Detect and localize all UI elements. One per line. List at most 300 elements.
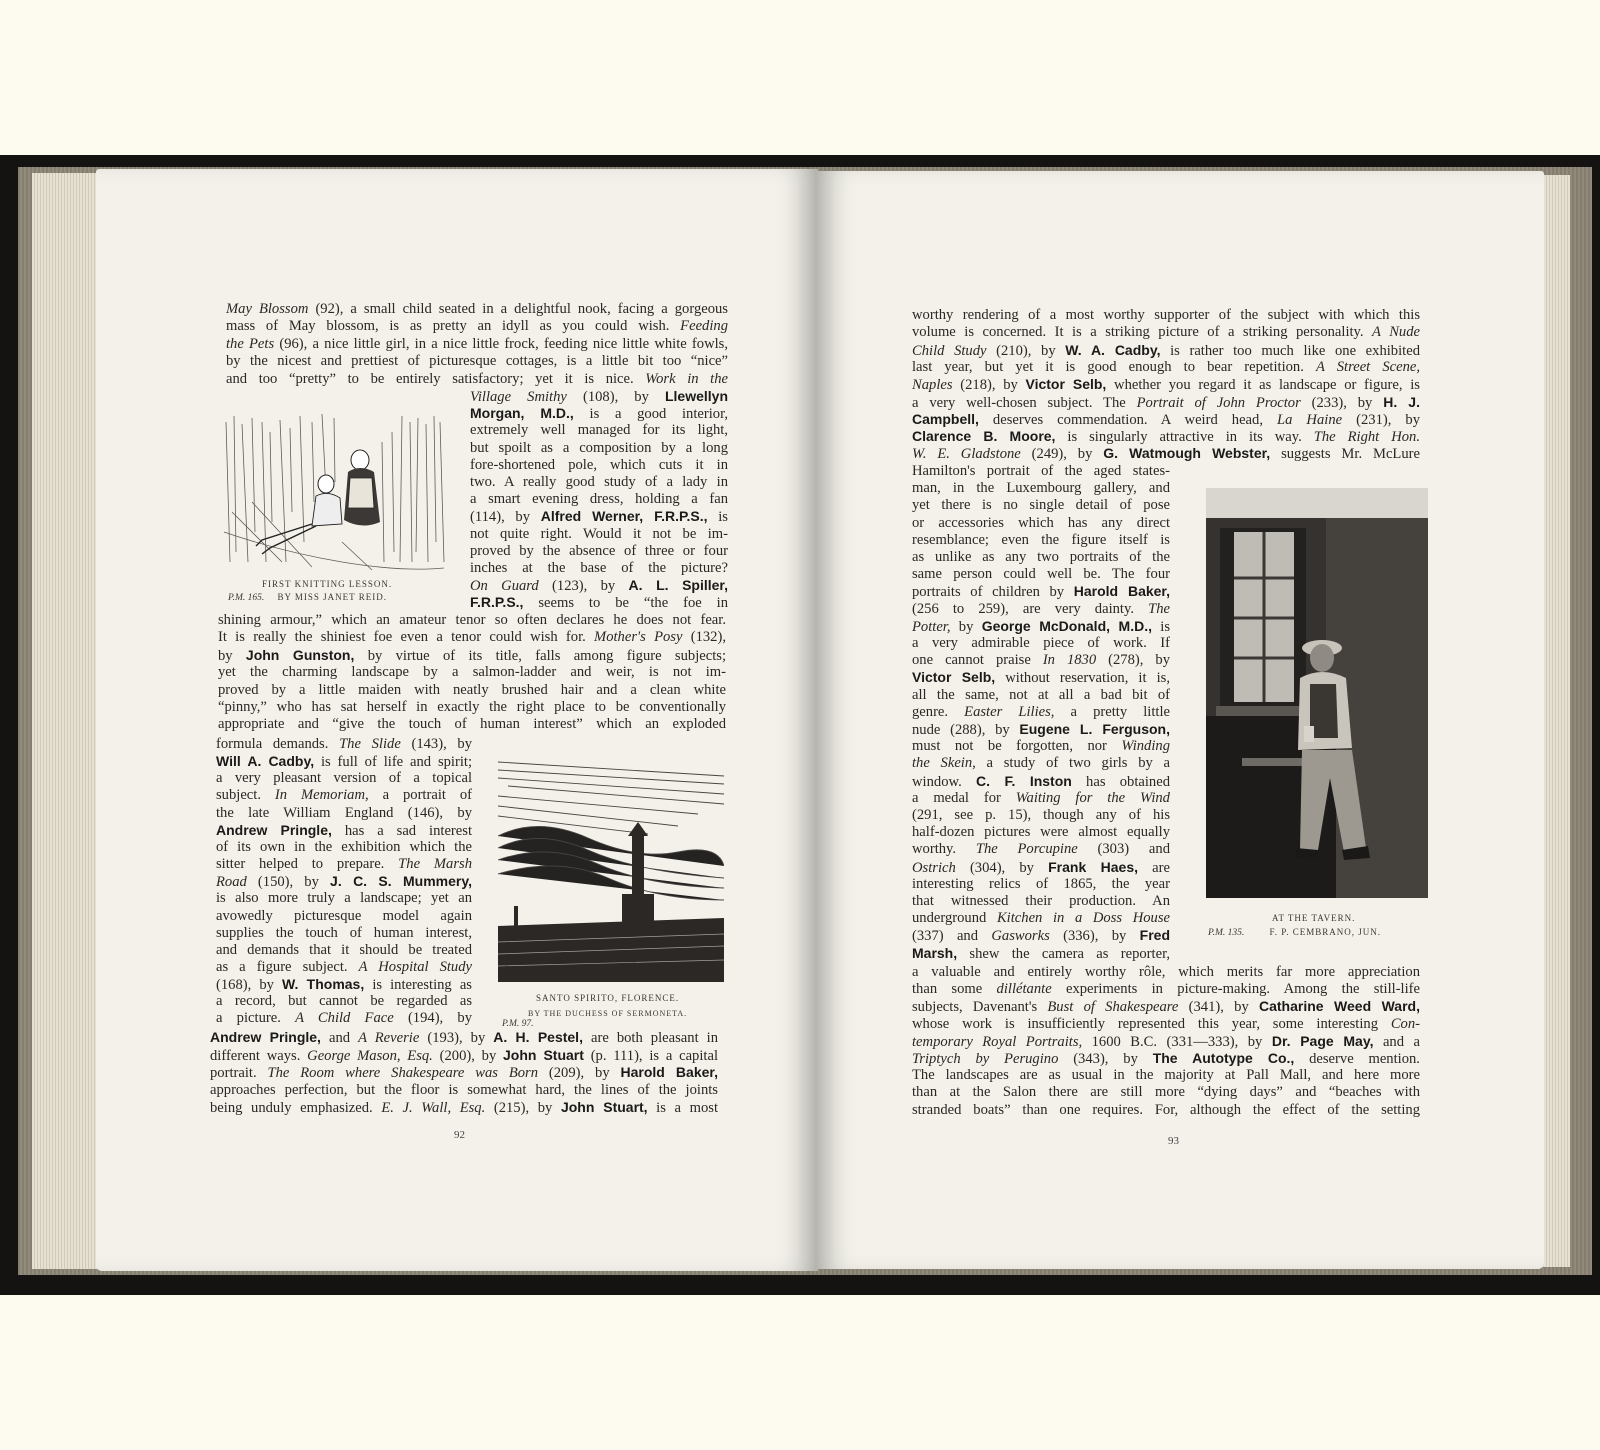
text-line [226,353,728,370]
text-run: one cannot praise [912,652,1043,669]
text-line [912,841,1170,858]
page-number-92: 92 [454,1129,465,1141]
italic-title: Portrait of John Proctor [1136,394,1301,411]
text-run: window. [912,773,976,790]
text-line [226,318,728,335]
text-run: (218), by [952,377,1026,394]
text-run: appropriate and “give the touch of human interest” which an exploded [218,716,726,733]
text-line [912,945,1170,962]
figure2-title: SANTO SPIRITO, FLORENCE. [536,993,680,1003]
page-number-93: 93 [1168,1135,1179,1147]
text-run: is a most [647,1100,718,1117]
page-92 [96,169,818,1271]
exhibitor-name: C. F. Inston [975,772,1072,789]
italic-title: Potter, [912,618,951,635]
text-run: and demands that it should be treated [216,941,472,958]
text-run: a valuable and entirely worthy rôle, which merits far more appreciation [912,964,1420,980]
exhibitor-name: Harold Baker, [620,1064,718,1081]
text-run: inches at the base of the picture? [470,560,728,576]
text-line [912,618,1170,635]
figure2-pm-number: P.M. 97. [502,1019,534,1029]
text-run: extremely well managed for its light, [470,422,728,439]
text-run: is singularly attractive in its way. [1055,429,1314,446]
figure-santo-spirito [498,756,724,982]
figure1-credit: BY MISS JANET REID. [277,592,388,602]
italic-title: E. J. Wall, Esq. [381,1100,486,1117]
text-run: shew the camera as reporter, [957,945,1170,962]
text-run: (210), by [986,342,1066,359]
italic-title: Work in the [645,370,729,387]
text-run: (150), by [246,874,331,891]
text-line [216,976,472,993]
text-line [912,824,1170,841]
text-line [912,532,1170,549]
text-line [218,716,726,733]
text-run: (233), by [1300,394,1384,411]
text-line [216,787,472,804]
text-run: approaches perfection, but the floor is somewhat hard, the lines of the joints [210,1081,718,1098]
exhibitor-name: Alfred Werner, F.R.P.S., [540,508,708,525]
text-run: supplies the touch of human interest, [216,924,472,941]
text-line [912,721,1170,738]
italic-title: In Memoriam, [274,787,369,804]
text-run: and a [1373,1033,1420,1050]
text-run: portraits of children by [912,584,1074,601]
text-run: not quite right. Would it not be im- [470,525,728,542]
text-run: The landscapes are as usual in the majority at Pall Mall, and here more [912,1067,1420,1084]
text-line [218,612,726,629]
figure3-caption [1208,927,1381,938]
text-line [912,445,1420,462]
italic-title: A Street Scene, [1315,358,1420,375]
text-run: genre. [912,703,965,720]
figure3-credit: F. P. CEMBRANO, JUN. [1269,927,1382,937]
text-run: a very admirable piece of work. If [912,635,1170,651]
at-the-tavern-photo [1206,488,1428,898]
exhibitor-name: John Stuart, [560,1099,648,1116]
text-line [912,790,1170,807]
text-line [216,822,472,839]
text-line [210,1099,718,1117]
text-run: (114), by [470,509,541,526]
exhibitor-name: Campbell, [912,410,979,427]
italic-title: the Skein, [912,755,976,772]
text-line [216,993,472,1010]
text-run: as a figure subject. [216,958,359,975]
text-line [470,440,728,457]
text-run: (143), by [400,736,472,752]
text-line [912,1016,1420,1033]
text-line [470,457,728,474]
text-run: experiments in picture-making. Among the still-life [1051,981,1420,998]
text-line [470,422,728,439]
text-line [912,1033,1420,1050]
text-line [470,594,728,611]
italic-title: Easter Lilies, [964,703,1055,720]
text-line [912,981,1420,998]
text-line [912,307,1420,324]
italic-title: Gasworks [991,928,1050,945]
text-run: (132), [682,629,726,646]
text-run: (92), a small child seated in a delightful nook, facing a gorgeous [308,301,728,317]
italic-title: Road [216,874,247,891]
text-run: worthy rendering of a most worthy supporter of the subject with which this [912,307,1420,323]
text-run: (193), by [419,1030,494,1046]
text-run: subjects, Davenant's [912,999,1048,1016]
text-line [216,873,472,890]
text-line [470,543,728,560]
text-run: is rather too much like one exhibited [1160,342,1420,359]
text-run: sitter helped to prepare. [216,856,399,873]
text-run: a very well-chosen subject. The [912,394,1137,411]
text-run: (200), by [432,1047,504,1064]
text-run: portrait. [210,1065,268,1082]
text-run: the late William England (146), by [216,804,472,821]
text-line [470,388,728,405]
italic-title: Triptych by Perugino [912,1051,1059,1067]
text-run: than some [912,981,997,998]
text-run: as unlike as any two portraits of the [912,549,1170,565]
exhibitor-name: Fred [1139,927,1170,944]
text-run: formula demands. [216,736,340,752]
text-line [216,1010,472,1027]
text-line [912,342,1420,359]
exhibitor-name: Victor Selb, [912,669,996,686]
text-line [912,1084,1420,1101]
italic-title: W. E. Gladstone [912,446,1021,463]
italic-title: La Haine [1277,411,1343,428]
text-line [912,964,1420,981]
text-run: without reservation, it is, [995,670,1170,687]
exhibitor-name: W. A. Cadby, [1065,341,1161,358]
text-line [226,336,728,353]
text-line [912,859,1170,876]
italic-title: George Mason, Esq. [307,1047,433,1064]
text-run: volume is concerned. It is a striking picture of a striking personality. [912,324,1373,341]
text-run: is interesting as [364,977,472,994]
text-line [218,664,726,681]
text-run: (108), by [566,389,665,405]
text-line [226,371,728,388]
text-line [912,324,1420,341]
text-line [218,629,726,646]
text-run: whose work is insufficiently represented this year, some interesting [912,1015,1391,1032]
italic-title: A Hospital Study [358,958,472,975]
text-line [216,736,472,753]
text-run: 1600 B.C. (331—333), by [1082,1033,1272,1050]
text-run: fore-shortened pole, which cuts it in [470,456,728,473]
italic-title: temporary Royal Portraits, [912,1033,1083,1050]
italic-title: Feeding [680,318,728,335]
text-run: (336), by [1049,928,1140,945]
figure1-pm-number: P.M. 165. [228,593,265,603]
italic-title: Mother's Posy [594,629,683,646]
text-line [912,463,1170,480]
exhibitor-name: Eugene L. Ferguson, [1019,721,1170,737]
exhibitor-name: A. H. Pestel, [493,1029,583,1045]
text-line [216,908,472,925]
text-line [912,807,1170,824]
text-run: are both pleasant in [582,1030,719,1046]
text-line [912,704,1170,721]
italic-title: Waiting for the Wind [1015,789,1170,806]
figure1-caption [228,592,387,603]
text-run: last year, but yet it is good enough to bear repetition. [912,358,1316,375]
text-line [912,359,1420,376]
text-line [912,635,1170,652]
text-run: and [320,1030,359,1046]
text-run: avowedly picturesque model again [216,907,472,924]
text-run: (168), by [216,977,283,994]
text-line [912,998,1420,1015]
text-run: (303) and [1077,841,1170,858]
text-run: subject. [216,787,275,804]
text-run: (304), by [955,859,1049,876]
text-line [216,805,472,822]
text-line [912,428,1420,445]
italic-title: A Nude [1372,324,1420,341]
italic-title: In 1830 [1042,652,1097,669]
italic-title: Village Smithy [470,389,567,405]
italic-title: Con- [1390,1015,1420,1032]
page-93 [816,171,1544,1269]
text-line [912,515,1170,532]
text-run: being unduly emphasized. [210,1100,382,1117]
text-run: “pinny,” who has sat herself in exactly the right place to be conventionally [218,699,726,715]
italic-title: Kitchen in a Doss House [996,910,1170,927]
italic-title: Bust of Shakespeare [1047,999,1179,1016]
exhibitor-name: John Stuart [503,1046,584,1063]
exhibitor-name: Marsh, [912,944,958,961]
italic-title: Naples [912,377,953,394]
exhibitor-name: Andrew Pringle, [216,821,332,838]
exhibitor-name: W. Thomas, [282,976,365,993]
text-run: Hamilton's portrait of the aged states- [912,463,1170,479]
text-line [216,942,472,959]
text-line [216,856,472,873]
text-run: mass of May blossom, is as pretty an idyll as you could wish. [226,318,681,335]
text-run: is full of life and spirit; [314,754,473,771]
text-run: (123), by [538,578,629,595]
text-line [218,682,726,699]
text-run: (291, see p. 15), though any of his [912,807,1170,823]
text-line [912,755,1170,772]
text-line [470,526,728,543]
text-run: (343), by [1058,1051,1153,1067]
text-run: a pretty little [1054,703,1170,720]
text-line [216,890,472,907]
text-run: by [218,647,246,664]
text-line [912,1067,1420,1084]
text-run: of its own in the exhibition which the [216,838,472,855]
text-run: than at the Salon there are still more “dying days” and “beaches with [912,1084,1420,1101]
italic-title: The Slide [339,736,401,752]
italic-title: A Child Face [295,1010,394,1027]
text-run: (337) and [912,928,992,945]
text-run: are [1138,859,1170,876]
exhibitor-name: Dr. Page May, [1271,1032,1374,1049]
knitting-lesson-illustration [222,412,446,572]
italic-title: dillétante [996,981,1052,998]
text-run: is also more truly a landscape; yet an [216,890,472,907]
text-run: (p. 111), is a capital [583,1047,718,1064]
text-run: by the nicest and prettiest of picturesque cottages, is a little bit too “nice” [226,353,728,370]
italic-title: The Porcupine [975,841,1078,858]
italic-title: Ostrich [912,859,956,876]
text-run: (215), by [485,1100,561,1117]
text-line [470,405,728,422]
exhibitor-name: Clarence B. Moore, [912,428,1056,445]
text-run: a study of two girls by a [975,755,1170,772]
text-line [210,1029,718,1047]
text-line [912,773,1170,790]
text-line [912,497,1170,514]
text-line [912,376,1420,393]
exhibitor-name: John Gunston, [245,646,355,663]
text-run: proved by a little maiden with neatly brushed hair and a clean white [218,681,726,698]
text-line [470,491,728,508]
text-run: a picture. [216,1010,296,1027]
text-run: deserves commendation. A weird head, [978,411,1277,428]
text-run: proved by the absence of three or four [470,542,728,559]
text-run: a smart evening dress, holding a fan [470,491,728,508]
text-run: half-dozen pictures were almost equally [912,824,1170,841]
text-line [210,1064,718,1082]
text-line [912,583,1170,600]
italic-title: the Pets [226,335,275,352]
text-line [470,508,728,525]
figure3-title: AT THE TAVERN. [1272,913,1356,923]
exhibitor-name: A. L. Spiller, [628,577,728,594]
text-run: (249), by [1020,446,1104,463]
italic-title: On Guard [470,578,539,595]
text-run: yet there is no single detail of pose [912,497,1170,514]
text-line [216,839,472,856]
text-run: (341), by [1178,999,1259,1016]
text-line [912,394,1420,411]
text-run: or accessories which has any direct [912,514,1170,531]
text-run: has a sad interest [331,822,472,839]
text-line [912,669,1170,686]
text-line [912,652,1170,669]
text-line [216,959,472,976]
text-line [470,560,728,577]
text-run: worthy. [912,841,976,858]
text-run: It is really the shiniest foe even a tenor could wish for. [218,629,595,646]
text-run: stranded boats” than one requires. For, although the effect of the setting [912,1101,1420,1118]
text-run: same person could well be. The four [912,566,1170,583]
text-run: has obtained [1071,773,1170,790]
text-line [912,411,1420,428]
exhibitor-name: G. Watmough Webster, [1103,445,1271,462]
italic-title: May Blossom [226,301,309,317]
figure2-credit: BY THE DUCHESS OF SERMONETA. [528,1009,688,1018]
text-run: different ways. [210,1047,308,1064]
santo-spirito-illustration [498,756,724,982]
text-run: must not be forgotten, nor [912,738,1122,755]
open-book [0,155,1600,1295]
text-run: by virtue of its title, falls among figure subjects; [354,647,726,664]
italic-title: A Reverie [358,1030,420,1046]
exhibitor-name: The Autotype Co., [1152,1050,1295,1066]
text-line [912,927,1170,944]
text-run: is [1151,618,1171,635]
exhibitor-name: Harold Baker, [1073,583,1170,600]
text-run: a record, but cannot be regarded as [216,993,472,1010]
text-run: man, in the Luxembourg gallery, and [912,480,1170,497]
italic-title: The Marsh [398,856,473,873]
italic-title: Winding [1121,738,1170,755]
text-run: (231), by [1342,411,1420,428]
figure-at-the-tavern [1206,488,1428,898]
text-run: two. A really good study of a lady in [470,474,728,490]
text-run: seems to be “the foe in [523,595,728,612]
exhibitor-name: Andrew Pringle, [210,1029,321,1045]
text-run: underground [912,910,997,927]
text-line [216,770,472,787]
text-line [912,687,1170,704]
text-line [210,1047,718,1065]
figure-first-knitting-lesson [222,412,446,572]
italic-title: The [1148,600,1170,617]
italic-title: Child Study [912,342,987,359]
text-line [912,601,1170,618]
exhibitor-name: F.R.P.S., [470,594,524,611]
text-run: (96), a nice little girl, in a nice little frock, feeding nice little white fowls, [274,335,729,352]
text-run: yet the charming landscape by a salmon-ladder and weir, is not im- [218,664,726,681]
exhibitor-name: J. C. S. Mummery, [330,873,472,890]
text-run: but spoilt as a composition by a long [470,439,728,456]
text-line [470,474,728,491]
text-run: interesting relics of 1865, the year [912,875,1170,892]
text-run: a very pleasant version of a topical [216,770,472,787]
text-line [912,876,1170,893]
text-run: all the same, not at all a bad bit of [912,686,1170,703]
text-run: deserve mention. [1294,1051,1420,1067]
italic-title: The Right Hon. [1313,429,1420,446]
text-line [216,753,472,770]
exhibitor-name: Morgan, M.D., [470,405,574,422]
text-line [912,1050,1420,1067]
text-line [218,699,726,716]
text-run: resemblance; even the figure itself is [912,531,1170,548]
text-run: a medal for [912,789,1016,806]
text-run: shining armour,” which an amateur tenor so often declares he does not fear. [218,612,726,628]
exhibitor-name: Catharine Weed Ward, [1258,998,1420,1015]
text-line [912,566,1170,583]
text-run: is a good interior, [573,406,729,423]
text-run: a portrait of [368,787,472,804]
text-line [912,910,1170,927]
exhibitor-name: Frank Haes, [1048,858,1139,875]
text-run: (278), by [1096,652,1170,669]
exhibitor-name: Llewellyn [664,388,728,404]
text-run: (194), by [393,1010,472,1027]
text-run: by [950,618,982,635]
text-line [912,549,1170,566]
text-line [912,1102,1420,1119]
text-run: and too “pretty” to be entirely satisfactory; yet it is nice. [226,370,646,387]
text-run: suggests Mr. McLure [1270,446,1420,463]
text-line [218,647,726,664]
text-line [912,480,1170,497]
exhibitor-name: George McDonald, M.D., [981,617,1152,634]
text-run: (209), by [538,1065,621,1082]
text-line [210,1082,718,1100]
text-line [912,738,1170,755]
figure3-pm-number: P.M. 135. [1208,928,1245,938]
exhibitor-name: Victor Selb, [1025,376,1107,393]
